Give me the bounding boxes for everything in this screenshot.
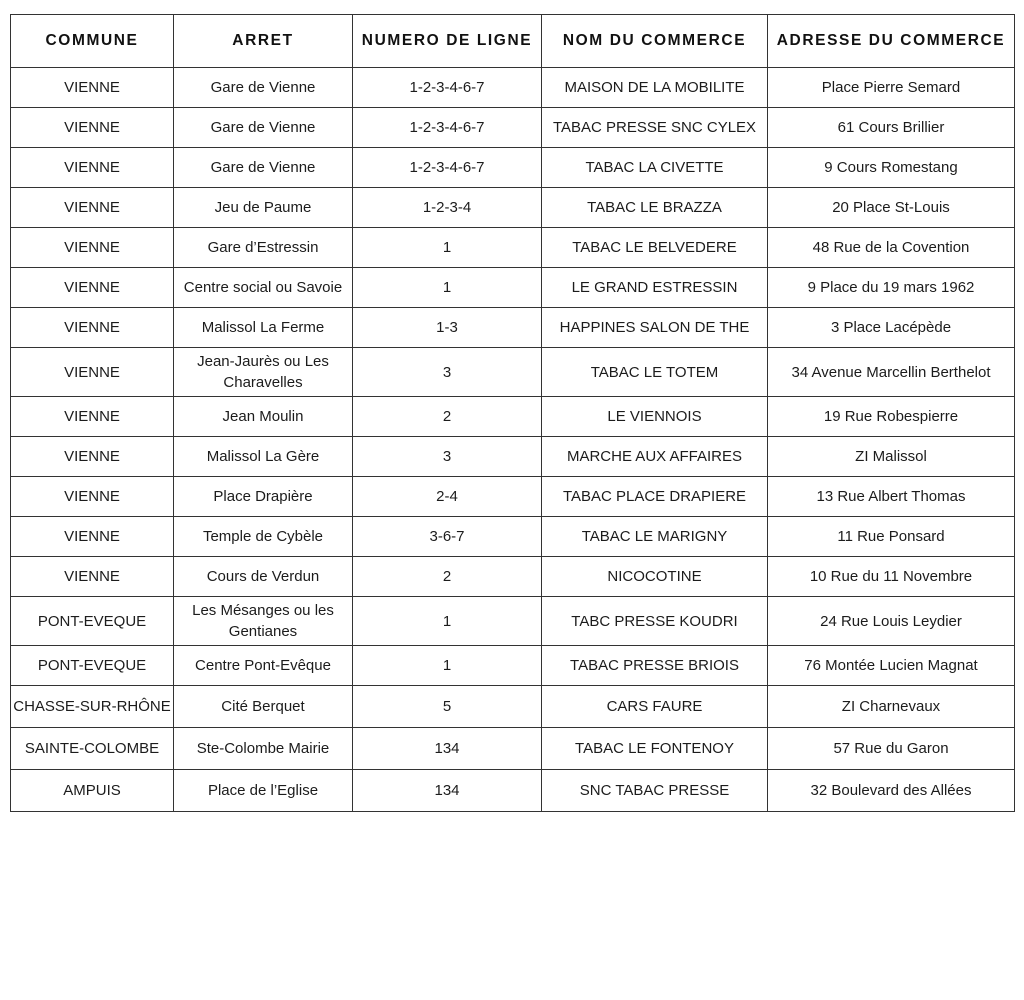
cell-commerce: TABAC LE BELVEDERE xyxy=(542,228,768,268)
cell-commune: PONT-EVEQUE xyxy=(11,646,174,686)
cell-adresse: 20 Place St-Louis xyxy=(768,188,1015,228)
cell-adresse: 19 Rue Robespierre xyxy=(768,397,1015,437)
cell-arret: Jean-Jaurès ou Les Charavelles xyxy=(174,348,353,397)
cell-adresse: 57 Rue du Garon xyxy=(768,728,1015,770)
cell-ligne: 3-6-7 xyxy=(353,517,542,557)
table-row xyxy=(11,646,1015,686)
cell-adresse: ZI Malissol xyxy=(768,437,1015,477)
cell-arret: Gare de Vienne xyxy=(174,68,353,108)
cell-adresse: 61 Cours Brillier xyxy=(768,108,1015,148)
cell-arret: Centre Pont-Evêque xyxy=(174,646,353,686)
cell-adresse: 48 Rue de la Covention xyxy=(768,228,1015,268)
cell-commune: SAINTE-COLOMBE xyxy=(11,728,174,770)
cell-ligne: 2 xyxy=(353,397,542,437)
cell-commerce: SNC TABAC PRESSE xyxy=(542,770,768,812)
header-adresse-du-commerce: ADRESSE DU COMMERCE xyxy=(768,15,1015,68)
cell-commune: VIENNE xyxy=(11,108,174,148)
header-arret: ARRET xyxy=(174,15,353,68)
cell-arret: Gare de Vienne xyxy=(174,148,353,188)
cell-commune: VIENNE xyxy=(11,397,174,437)
cell-ligne: 1-2-3-4-6-7 xyxy=(353,108,542,148)
cell-ligne: 1-2-3-4-6-7 xyxy=(353,68,542,108)
cell-arret: Les Mésanges ou les Gentianes xyxy=(174,597,353,646)
cell-adresse: 11 Rue Ponsard xyxy=(768,517,1015,557)
table-row xyxy=(11,348,1015,397)
header-nom-du-commerce: NOM DU COMMERCE xyxy=(542,15,768,68)
cell-ligne: 5 xyxy=(353,686,542,728)
cell-arret: Cité Berquet xyxy=(174,686,353,728)
table-row xyxy=(11,728,1015,770)
cell-commune: VIENNE xyxy=(11,308,174,348)
cell-commune: PONT-EVEQUE xyxy=(11,597,174,646)
cell-adresse: ZI Charnevaux xyxy=(768,686,1015,728)
cell-commerce: TABAC PRESSE BRIOIS xyxy=(542,646,768,686)
cell-adresse: 3 Place Lacépède xyxy=(768,308,1015,348)
table-row xyxy=(11,557,1015,597)
cell-commerce: TABAC LE TOTEM xyxy=(542,348,768,397)
cell-adresse: 32 Boulevard des Allées xyxy=(768,770,1015,812)
cell-commune: VIENNE xyxy=(11,557,174,597)
cell-commerce: TABAC PRESSE SNC CYLEX xyxy=(542,108,768,148)
cell-commerce: HAPPINES SALON DE THE xyxy=(542,308,768,348)
table-header-row xyxy=(11,15,1015,68)
cell-commune: CHASSE-SUR-RHÔNE xyxy=(11,686,174,728)
cell-commerce: TABC PRESSE KOUDRI xyxy=(542,597,768,646)
cell-ligne: 134 xyxy=(353,728,542,770)
cell-ligne: 1-2-3-4-6-7 xyxy=(353,148,542,188)
cell-arret: Gare d’Estressin xyxy=(174,228,353,268)
cell-adresse: 9 Cours Romestang xyxy=(768,148,1015,188)
cell-arret: Centre social ou Savoie xyxy=(174,268,353,308)
cell-commune: VIENNE xyxy=(11,517,174,557)
cell-arret: Place de l’Eglise xyxy=(174,770,353,812)
cell-commune: VIENNE xyxy=(11,68,174,108)
cell-commerce: MAISON DE LA MOBILITE xyxy=(542,68,768,108)
table-row xyxy=(11,770,1015,812)
header-numero-de-ligne: NUMERO DE LIGNE xyxy=(353,15,542,68)
cell-ligne: 2-4 xyxy=(353,477,542,517)
cell-ligne: 1-3 xyxy=(353,308,542,348)
cell-commune: VIENNE xyxy=(11,348,174,397)
table-row xyxy=(11,686,1015,728)
cell-arret: Gare de Vienne xyxy=(174,108,353,148)
table-row xyxy=(11,148,1015,188)
cell-ligne: 1 xyxy=(353,228,542,268)
cell-commerce: LE GRAND ESTRESSIN xyxy=(542,268,768,308)
cell-commune: VIENNE xyxy=(11,268,174,308)
table-row xyxy=(11,517,1015,557)
cell-ligne: 3 xyxy=(353,437,542,477)
table-row xyxy=(11,437,1015,477)
cell-commerce: NICOCOTINE xyxy=(542,557,768,597)
cell-arret: Cours de Verdun xyxy=(174,557,353,597)
cell-ligne: 1 xyxy=(353,268,542,308)
cell-commerce: CARS FAURE xyxy=(542,686,768,728)
cell-arret: Malissol La Ferme xyxy=(174,308,353,348)
header-commune: COMMUNE xyxy=(11,15,174,68)
cell-commerce: TABAC LA CIVETTE xyxy=(542,148,768,188)
table-row xyxy=(11,477,1015,517)
cell-adresse: 24 Rue Louis Leydier xyxy=(768,597,1015,646)
cell-ligne: 1 xyxy=(353,646,542,686)
table-row xyxy=(11,397,1015,437)
cell-commerce: TABAC LE MARIGNY xyxy=(542,517,768,557)
table-row xyxy=(11,268,1015,308)
cell-arret: Malissol La Gère xyxy=(174,437,353,477)
cell-ligne: 134 xyxy=(353,770,542,812)
cell-commune: VIENNE xyxy=(11,188,174,228)
table-row xyxy=(11,68,1015,108)
points-de-vente-table xyxy=(10,14,1015,812)
cell-ligne: 1-2-3-4 xyxy=(353,188,542,228)
cell-arret: Place Drapière xyxy=(174,477,353,517)
table-row xyxy=(11,308,1015,348)
cell-commerce: MARCHE AUX AFFAIRES xyxy=(542,437,768,477)
cell-commerce: TABAC LE FONTENOY xyxy=(542,728,768,770)
cell-ligne: 2 xyxy=(353,557,542,597)
cell-arret: Ste-Colombe Mairie xyxy=(174,728,353,770)
cell-adresse: 34 Avenue Marcellin Berthelot xyxy=(768,348,1015,397)
cell-adresse: 10 Rue du 11 Novembre xyxy=(768,557,1015,597)
cell-commune: AMPUIS xyxy=(11,770,174,812)
cell-commerce: TABAC PLACE DRAPIERE xyxy=(542,477,768,517)
table-row xyxy=(11,597,1015,646)
table-row xyxy=(11,108,1015,148)
cell-adresse: 13 Rue Albert Thomas xyxy=(768,477,1015,517)
table-row xyxy=(11,228,1015,268)
cell-adresse: 9 Place du 19 mars 1962 xyxy=(768,268,1015,308)
cell-adresse: 76 Montée Lucien Magnat xyxy=(768,646,1015,686)
cell-arret: Jean Moulin xyxy=(174,397,353,437)
cell-arret: Jeu de Paume xyxy=(174,188,353,228)
cell-commune: VIENNE xyxy=(11,437,174,477)
cell-commerce: LE VIENNOIS xyxy=(542,397,768,437)
cell-arret: Temple de Cybèle xyxy=(174,517,353,557)
cell-commerce: TABAC LE BRAZZA xyxy=(542,188,768,228)
cell-ligne: 1 xyxy=(353,597,542,646)
cell-commune: VIENNE xyxy=(11,228,174,268)
cell-commune: VIENNE xyxy=(11,148,174,188)
cell-ligne: 3 xyxy=(353,348,542,397)
cell-adresse: Place Pierre Semard xyxy=(768,68,1015,108)
cell-commune: VIENNE xyxy=(11,477,174,517)
table-row xyxy=(11,188,1015,228)
